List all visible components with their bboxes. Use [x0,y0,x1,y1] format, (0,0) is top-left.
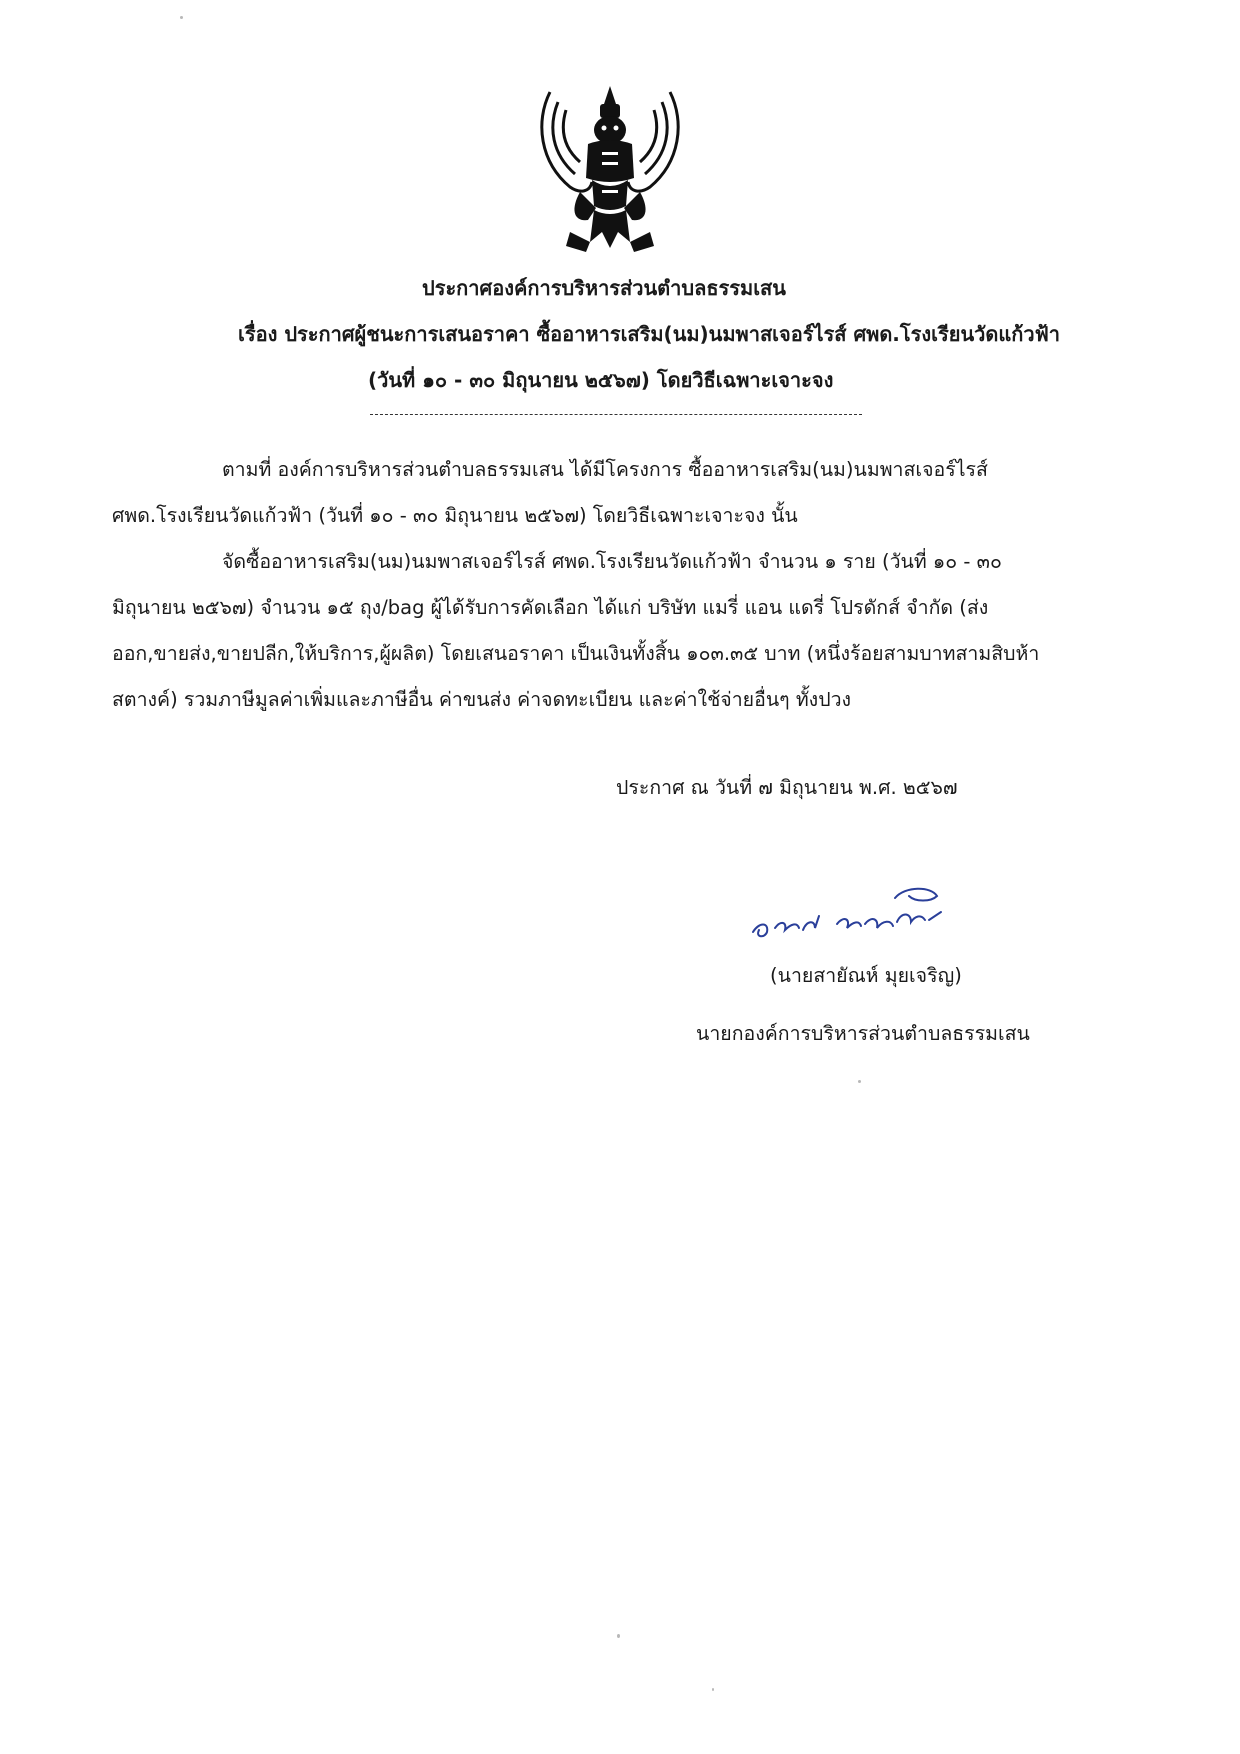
signer-title: นายกองค์การบริหารส่วนตำบลธรรมเสน [696,1022,1030,1045]
paragraph-2-line-4: สตางค์) รวมภาษีมูลค่าเพิ่มและภาษีอื่น ค่าขนส่ง ค่าจดทะเบียน และค่าใช้จ่ายอื่นๆ ทั้งปวง [112,688,852,711]
scan-speck [712,1688,714,1691]
scan-speck [180,16,183,19]
header-separator [370,414,862,415]
paragraph-2-line-2: มิถุนายน ๒๕๖๗) จำนวน ๑๕ ถุง/bag ผู้ได้รับการคัดเลือก ได้แก่ บริษัท แมรี่ แอน แดรี่ โปรดักส์ จำกัด (ส่ง [112,596,989,619]
scan-speck [617,1634,620,1638]
announcement-date: ประกาศ ณ วันที่ ๗ มิถุนายน พ.ศ. ๒๕๖๗ [616,776,958,799]
paragraph-2-line-1: จัดซื้ออาหารเสริม(นม)นมพาสเจอร์ไรส์ ศพด.โรงเรียนวัดแก้วฟ้า จำนวน ๑ ราย (วันที่ ๑๐ - ๓๐ [222,550,1002,573]
announcement-subject: เรื่อง ประกาศผู้ชนะการเสนอราคา ซื้ออาหารเสริม(นม)นมพาสเจอร์ไรส์ ศพด.โรงเรียนวัดแก้วฟ้า [238,322,1060,346]
handwritten-signature [745,872,995,952]
announcement-subject-date: (วันที่ ๑๐ - ๓๐ มิถุนายน ๒๕๖๗) โดยวิธีเฉพาะเจาะจง [368,368,834,392]
scan-speck [858,1080,861,1083]
signer-name: (นายสายัณห์ มุยเจริญ) [770,964,962,987]
announcement-title: ประกาศองค์การบริหารส่วนตำบลธรรมเสน [422,276,786,300]
paragraph-1-line-2: ศพด.โรงเรียนวัดแก้วฟ้า (วันที่ ๑๐ - ๓๐ มิถุนายน ๒๕๖๗) โดยวิธีเฉพาะเจาะจง นั้น [112,504,798,527]
paragraph-2-line-3: ออก,ขายส่ง,ขายปลีก,ให้บริการ,ผู้ผลิต) โดยเสนอราคา เป็นเงินทั้งสิ้น ๑๐๓.๓๕ บาท (หนึ่งร้อยสามบาทสามสิบห้า [112,642,1040,665]
paragraph-1-line-1: ตามที่ องค์การบริหารส่วนตำบลธรรมเสน ได้มีโครงการ ซื้ออาหารเสริม(นม)นมพาสเจอร์ไรส์ [222,458,988,481]
garuda-emblem-icon [530,82,690,260]
